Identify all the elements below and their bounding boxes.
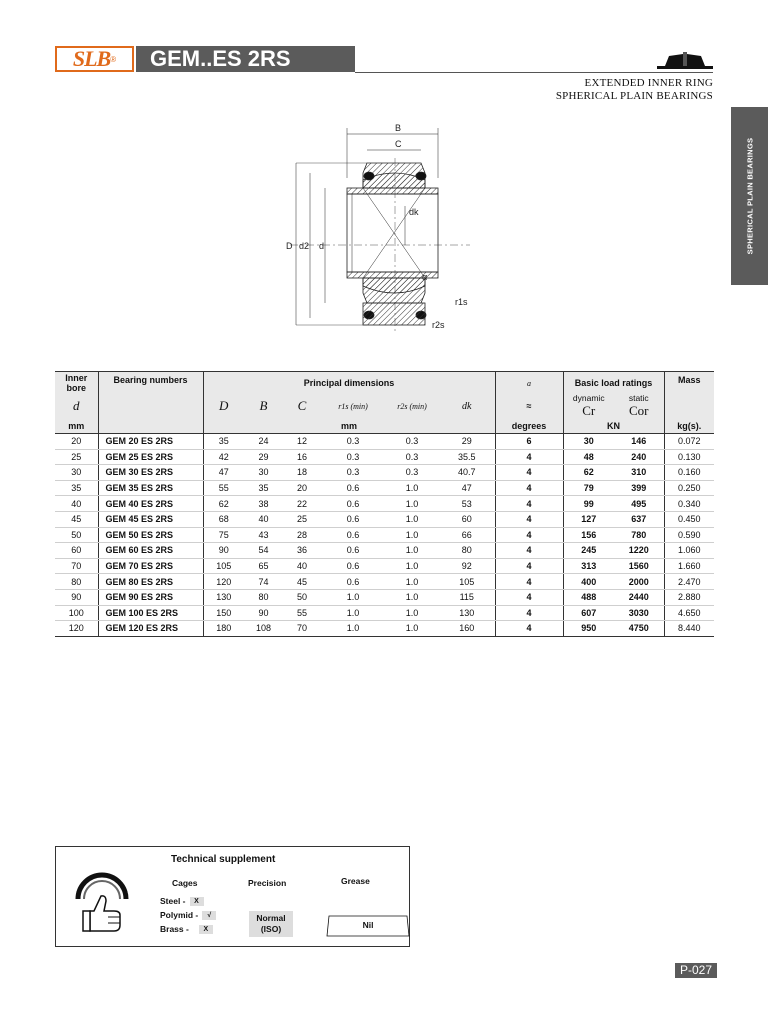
- cell-dk: 66: [439, 527, 495, 543]
- hdr-D: [203, 393, 244, 419]
- cell-dk: 130: [439, 605, 495, 621]
- hdr-blank-2: [98, 419, 203, 434]
- cell-r2: 1.0: [385, 496, 439, 512]
- label-B: B: [395, 123, 402, 133]
- tech-grease: Grease: [341, 876, 370, 886]
- cell-B: 30: [244, 465, 283, 481]
- hdr-inner-line2: bore: [66, 382, 86, 393]
- cell-dk: 53: [439, 496, 495, 512]
- label-alpha: α: [422, 272, 428, 282]
- cell-d: 60: [55, 543, 98, 559]
- cell-D: 35: [203, 434, 244, 450]
- cell-B: 40: [244, 511, 283, 527]
- tech-precision-line1: Normal: [256, 913, 286, 923]
- cell-m: 0.072: [664, 434, 714, 450]
- cell-cr: 62: [563, 465, 614, 481]
- cell-no: GEM 25 ES 2RS: [98, 449, 203, 465]
- cell-dk: 29: [439, 434, 495, 450]
- cell-a: 6: [495, 434, 563, 450]
- hdr-mass-unit: kg(s).: [664, 419, 714, 434]
- page-title: GEM..ES 2RS: [136, 46, 355, 72]
- cell-cr: 607: [563, 605, 614, 621]
- cell-no: GEM 30 ES 2RS: [98, 465, 203, 481]
- cell-B: 35: [244, 480, 283, 496]
- cell-d: 90: [55, 589, 98, 605]
- tech-brass: Brass -: [160, 924, 189, 934]
- cell-cor: 780: [614, 527, 664, 543]
- hdr-dk-text: dk: [462, 400, 472, 412]
- cell-a: 4: [495, 558, 563, 574]
- cell-r2: 1.0: [385, 543, 439, 559]
- hdr-mass-blank: [664, 393, 714, 419]
- hdr-C-text: C: [297, 398, 307, 413]
- cell-d: 50: [55, 527, 98, 543]
- cell-no: GEM 45 ES 2RS: [98, 511, 203, 527]
- tech-steel-mark: X: [190, 897, 204, 906]
- tech-precision-line2: (ISO): [260, 924, 282, 934]
- cell-a: 4: [495, 543, 563, 559]
- tech-grease-box: [326, 915, 410, 937]
- label-d2: d2: [299, 241, 310, 251]
- cell-no: GEM 20 ES 2RS: [98, 434, 203, 450]
- thumbs-up-bearing-icon: [70, 859, 132, 939]
- cell-r2: 1.0: [385, 605, 439, 621]
- cell-m: 8.440: [664, 621, 714, 637]
- cell-m: 2.470: [664, 574, 714, 590]
- cell-d: 35: [55, 480, 98, 496]
- cell-cor: 399: [614, 480, 664, 496]
- cell-D: 68: [203, 511, 244, 527]
- table-row: [55, 496, 714, 512]
- cell-m: 0.590: [664, 527, 714, 543]
- cell-D: 90: [203, 543, 244, 559]
- cell-r1: 0.6: [321, 527, 385, 543]
- table-row: [55, 511, 714, 527]
- table-row: [55, 605, 714, 621]
- cell-cr: 313: [563, 558, 614, 574]
- table-row: [55, 558, 714, 574]
- label-D: D: [286, 241, 293, 251]
- hdr-load: Basic load ratings: [563, 372, 664, 394]
- cell-dk: 60: [439, 511, 495, 527]
- label-d: d: [319, 241, 325, 251]
- hdr-static: [614, 393, 664, 419]
- side-tab: [731, 107, 768, 285]
- cell-D: 105: [203, 558, 244, 574]
- label-r2s: r2s: [432, 320, 445, 330]
- cell-B: 38: [244, 496, 283, 512]
- cell-cr: 48: [563, 449, 614, 465]
- cell-m: 1.060: [664, 543, 714, 559]
- cell-D: 130: [203, 589, 244, 605]
- cell-r1: 0.6: [321, 574, 385, 590]
- cell-no: GEM 35 ES 2RS: [98, 480, 203, 496]
- cell-r1: 0.6: [321, 558, 385, 574]
- cell-dk: 105: [439, 574, 495, 590]
- cell-a: 4: [495, 511, 563, 527]
- hdr-inner-bore: [55, 372, 98, 394]
- cell-m: 0.250: [664, 480, 714, 496]
- hdr-mm: mm: [55, 419, 98, 434]
- cell-B: 54: [244, 543, 283, 559]
- hdr-static-text: static: [628, 393, 649, 403]
- cell-B: 65: [244, 558, 283, 574]
- cell-dk: 80: [439, 543, 495, 559]
- cell-d: 25: [55, 449, 98, 465]
- cell-C: 12: [283, 434, 321, 450]
- table-row: [55, 449, 714, 465]
- cell-no: GEM 90 ES 2RS: [98, 589, 203, 605]
- hdr-r2s: [385, 393, 439, 419]
- cell-m: 2.880: [664, 589, 714, 605]
- table-row: [55, 621, 714, 637]
- cell-cor: 495: [614, 496, 664, 512]
- cell-m: 0.340: [664, 496, 714, 512]
- hdr-dynamic-text: dynamic: [572, 393, 605, 403]
- cell-C: 36: [283, 543, 321, 559]
- header-row-3: [55, 419, 714, 434]
- cell-cr: 950: [563, 621, 614, 637]
- cell-C: 22: [283, 496, 321, 512]
- cell-r2: 1.0: [385, 511, 439, 527]
- cell-m: 0.160: [664, 465, 714, 481]
- cell-cor: 3030: [614, 605, 664, 621]
- cell-a: 4: [495, 589, 563, 605]
- cell-cor: 146: [614, 434, 664, 450]
- tech-precision: Precision: [248, 878, 287, 888]
- cell-r1: 0.6: [321, 543, 385, 559]
- cell-dk: 160: [439, 621, 495, 637]
- cell-a: 4: [495, 527, 563, 543]
- tech-brass-mark: X: [199, 925, 213, 934]
- cell-cr: 400: [563, 574, 614, 590]
- cell-C: 18: [283, 465, 321, 481]
- table-row: [55, 543, 714, 559]
- cell-D: 120: [203, 574, 244, 590]
- header-rule: [355, 72, 713, 73]
- table-row: [55, 589, 714, 605]
- cell-r1: 0.3: [321, 434, 385, 450]
- cell-C: 50: [283, 589, 321, 605]
- hdr-principal: Principal dimensions: [203, 372, 495, 394]
- hdr-mass: Mass: [664, 372, 714, 394]
- cell-C: 20: [283, 480, 321, 496]
- cell-no: GEM 50 ES 2RS: [98, 527, 203, 543]
- cell-m: 0.130: [664, 449, 714, 465]
- cell-a: 4: [495, 480, 563, 496]
- cell-d: 20: [55, 434, 98, 450]
- cell-C: 25: [283, 511, 321, 527]
- cell-cr: 30: [563, 434, 614, 450]
- hdr-d-sym-text: d: [73, 398, 80, 413]
- tech-title: Technical supplement: [171, 854, 276, 865]
- hdr-r1s-text: r1s (min): [338, 402, 368, 411]
- tech-polymid: Polymid -: [160, 910, 199, 920]
- hdr-Cor-text: Cor: [629, 403, 649, 418]
- hdr-r2s-text: r2s (min): [397, 402, 427, 411]
- cell-cr: 488: [563, 589, 614, 605]
- cell-r2: 1.0: [385, 558, 439, 574]
- registered-mark: ®: [110, 54, 117, 64]
- hdr-r1s: [321, 393, 385, 419]
- hdr-approx: ≈: [495, 393, 563, 419]
- hdr-Cr-text: Cr: [582, 403, 596, 418]
- brand-logo: [55, 46, 134, 72]
- cell-r2: 0.3: [385, 449, 439, 465]
- hdr-C: [283, 393, 321, 419]
- cell-cr: 79: [563, 480, 614, 496]
- cell-D: 150: [203, 605, 244, 621]
- cell-C: 55: [283, 605, 321, 621]
- cell-cor: 310: [614, 465, 664, 481]
- header-row-2: [55, 393, 714, 419]
- cell-cr: 156: [563, 527, 614, 543]
- cell-D: 62: [203, 496, 244, 512]
- table-row: [55, 574, 714, 590]
- hdr-degrees: degrees: [495, 419, 563, 434]
- brand-name: SLB: [72, 46, 111, 71]
- cell-r1: 1.0: [321, 605, 385, 621]
- cell-r1: 0.6: [321, 496, 385, 512]
- cell-B: 43: [244, 527, 283, 543]
- tech-cages: Cages: [172, 878, 198, 888]
- cell-r2: 0.3: [385, 434, 439, 450]
- side-tab-label: SPHERICAL PLAIN BEARINGS: [745, 137, 754, 255]
- hdr-dk: [439, 393, 495, 419]
- hdr-dynamic: [563, 393, 614, 419]
- cell-no: GEM 120 ES 2RS: [98, 621, 203, 637]
- cell-r1: 1.0: [321, 589, 385, 605]
- cell-cor: 1220: [614, 543, 664, 559]
- bearing-profile-icon: [655, 50, 715, 72]
- header-row-1: [55, 372, 714, 394]
- cell-r1: 0.6: [321, 511, 385, 527]
- cell-d: 30: [55, 465, 98, 481]
- cell-C: 28: [283, 527, 321, 543]
- cell-d: 45: [55, 511, 98, 527]
- cell-a: 4: [495, 496, 563, 512]
- page-number: P-027: [675, 963, 717, 978]
- tech-steel-row: [160, 896, 204, 906]
- hdr-principal-unit: mm: [203, 419, 495, 434]
- cell-C: 40: [283, 558, 321, 574]
- cell-r1: 1.0: [321, 621, 385, 637]
- cell-m: 1.660: [664, 558, 714, 574]
- hdr-d-sym: [55, 393, 98, 419]
- cell-no: GEM 70 ES 2RS: [98, 558, 203, 574]
- cell-a: 4: [495, 574, 563, 590]
- cell-no: GEM 40 ES 2RS: [98, 496, 203, 512]
- cell-d: 100: [55, 605, 98, 621]
- cell-r2: 1.0: [385, 480, 439, 496]
- cell-r1: 0.3: [321, 465, 385, 481]
- cell-dk: 92: [439, 558, 495, 574]
- hdr-alpha: [495, 372, 563, 394]
- cell-B: 90: [244, 605, 283, 621]
- hdr-B: [244, 393, 283, 419]
- cell-no: GEM 60 ES 2RS: [98, 543, 203, 559]
- cell-cr: 245: [563, 543, 614, 559]
- hdr-D-text: D: [219, 398, 229, 413]
- cell-r2: 1.0: [385, 527, 439, 543]
- cell-a: 4: [495, 465, 563, 481]
- cell-cor: 2440: [614, 589, 664, 605]
- cell-a: 4: [495, 449, 563, 465]
- cell-dk: 40.7: [439, 465, 495, 481]
- tech-polymid-row: [160, 910, 216, 920]
- bearing-cross-section-drawing: [280, 118, 480, 343]
- hdr-B-text: B: [259, 398, 268, 413]
- label-r1s: r1s: [455, 297, 468, 307]
- cell-a: 4: [495, 621, 563, 637]
- cell-cor: 4750: [614, 621, 664, 637]
- cell-r2: 1.0: [385, 621, 439, 637]
- subtitle-line-1: EXTENDED INNER RING: [584, 77, 713, 89]
- spec-table: [55, 371, 714, 637]
- cell-d: 70: [55, 558, 98, 574]
- cell-no: GEM 100 ES 2RS: [98, 605, 203, 621]
- cell-a: 4: [495, 605, 563, 621]
- hdr-alpha-sym: a: [527, 378, 531, 388]
- tech-steel: Steel -: [160, 896, 186, 906]
- hdr-inner-line1: Inner: [65, 372, 88, 383]
- cell-dk: 47: [439, 480, 495, 496]
- cell-r1: 0.3: [321, 449, 385, 465]
- subtitle-line-2: SPHERICAL PLAIN BEARINGS: [555, 90, 713, 102]
- label-dk: dk: [409, 207, 419, 217]
- table-row: [55, 480, 714, 496]
- label-C: C: [395, 139, 402, 149]
- cell-r2: 1.0: [385, 574, 439, 590]
- tech-polymid-mark: √: [202, 911, 216, 920]
- cell-C: 70: [283, 621, 321, 637]
- table-row: [55, 434, 714, 450]
- cell-B: 74: [244, 574, 283, 590]
- cell-D: 42: [203, 449, 244, 465]
- cell-B: 24: [244, 434, 283, 450]
- cell-cr: 99: [563, 496, 614, 512]
- tech-precision-box: [249, 911, 293, 937]
- cell-dk: 35.5: [439, 449, 495, 465]
- cell-no: GEM 80 ES 2RS: [98, 574, 203, 590]
- cell-r2: 0.3: [385, 465, 439, 481]
- cell-cor: 2000: [614, 574, 664, 590]
- cell-cr: 127: [563, 511, 614, 527]
- hdr-kn: KN: [563, 419, 664, 434]
- table-row: [55, 527, 714, 543]
- cell-r2: 1.0: [385, 589, 439, 605]
- table-row: [55, 465, 714, 481]
- cell-D: 55: [203, 480, 244, 496]
- cell-d: 120: [55, 621, 98, 637]
- cell-B: 80: [244, 589, 283, 605]
- cell-d: 40: [55, 496, 98, 512]
- spec-table-body: [55, 434, 714, 637]
- tech-brass-row: [160, 924, 213, 934]
- cell-m: 4.650: [664, 605, 714, 621]
- cell-D: 47: [203, 465, 244, 481]
- cell-D: 75: [203, 527, 244, 543]
- cell-D: 180: [203, 621, 244, 637]
- cell-m: 0.450: [664, 511, 714, 527]
- technical-supplement: [55, 846, 410, 947]
- hdr-blank: [98, 393, 203, 419]
- tech-grease-value: Nil: [362, 920, 374, 930]
- hdr-bearing-numbers: Bearing numbers: [98, 372, 203, 394]
- cell-B: 29: [244, 449, 283, 465]
- cell-C: 16: [283, 449, 321, 465]
- cell-d: 80: [55, 574, 98, 590]
- cell-dk: 115: [439, 589, 495, 605]
- cell-r1: 0.6: [321, 480, 385, 496]
- cell-cor: 1560: [614, 558, 664, 574]
- cell-B: 108: [244, 621, 283, 637]
- cell-C: 45: [283, 574, 321, 590]
- cell-cor: 637: [614, 511, 664, 527]
- cell-cor: 240: [614, 449, 664, 465]
